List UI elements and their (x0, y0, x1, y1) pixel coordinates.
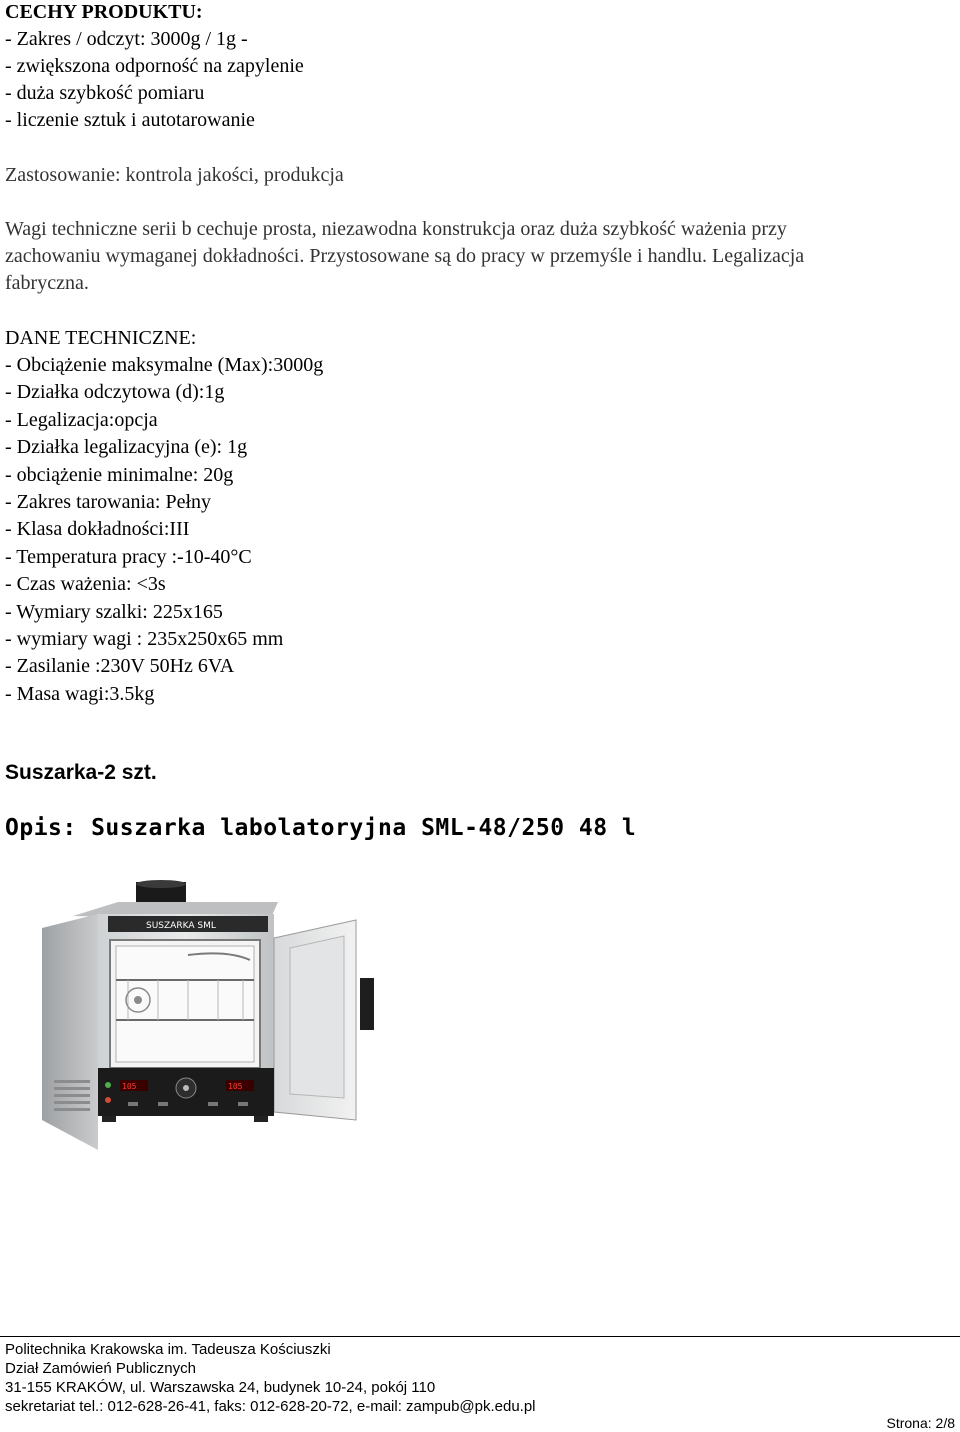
footer-department: Dział Zamówień Publicznych (5, 1360, 196, 1377)
description-line: Wagi techniczne serii b cechuje prosta, niezawodna konstrukcja oraz duża szybkość ważenia przy (5, 218, 787, 240)
description-line: fabryczna. (5, 272, 89, 294)
tech-item: - obciążenie minimalne: 20g (5, 464, 234, 486)
footer-contact: sekretariat tel.: 012-628-26-41, faks: 012-628-20-72, e-mail: zampub@pk.edu.pl (5, 1398, 536, 1415)
product-heading: Suszarka-2 szt. (5, 761, 157, 784)
feature-item: - Zakres / odczyt: 3000g / 1g - (5, 28, 248, 50)
tech-item: - Działka odczytowa (d):1g (5, 381, 225, 403)
drying-oven-image (38, 880, 388, 1160)
application-text: Zastosowanie: kontrola jakości, produkcja (5, 164, 344, 186)
display-right: 105 (228, 1082, 243, 1091)
tech-item: - Działka legalizacyjna (e): 1g (5, 436, 248, 458)
oven-label: SUSZARKA SML (146, 921, 216, 931)
footer-divider (0, 1336, 960, 1337)
product-description-heading: Opis: Suszarka labolatoryjna SML-48/250 48 l (5, 815, 637, 841)
tech-item: - Legalizacja:opcja (5, 409, 158, 431)
display-left: 105 (122, 1082, 137, 1091)
features-heading: CECHY PRODUKTU: (5, 1, 203, 23)
feature-item: - duża szybkość pomiaru (5, 82, 205, 104)
tech-item: - Zasilanie :230V 50Hz 6VA (5, 655, 235, 677)
tech-item: - Masa wagi:3.5kg (5, 683, 155, 705)
tech-item: - Obciążenie maksymalne (Max):3000g (5, 354, 324, 376)
page-number: Strona: 2/8 (886, 1415, 955, 1431)
tech-item: - Zakres tarowania: Pełny (5, 491, 212, 513)
tech-item: - Klasa dokładności:III (5, 518, 190, 540)
footer-institution: Politechnika Krakowska im. Tadeusza Kościuszki (5, 1341, 331, 1358)
feature-item: - liczenie sztuk i autotarowanie (5, 109, 255, 131)
feature-item: - zwiększona odporność na zapylenie (5, 55, 304, 77)
tech-item: - Temperatura pracy :-10-40°C (5, 546, 252, 568)
footer-address: 31-155 KRAKÓW, ul. Warszawska 24, budynek 10-24, pokój 110 (5, 1379, 436, 1396)
tech-item: - wymiary wagi : 235x250x65 mm (5, 628, 284, 650)
tech-heading: DANE TECHNICZNE: (5, 327, 197, 349)
tech-item: - Czas ważenia: <3s (5, 573, 166, 595)
description-line: zachowaniu wymaganej dokładności. Przystosowane są do pracy w przemyśle i handlu. Legalizacja (5, 245, 805, 267)
tech-item: - Wymiary szalki: 225x165 (5, 601, 223, 623)
